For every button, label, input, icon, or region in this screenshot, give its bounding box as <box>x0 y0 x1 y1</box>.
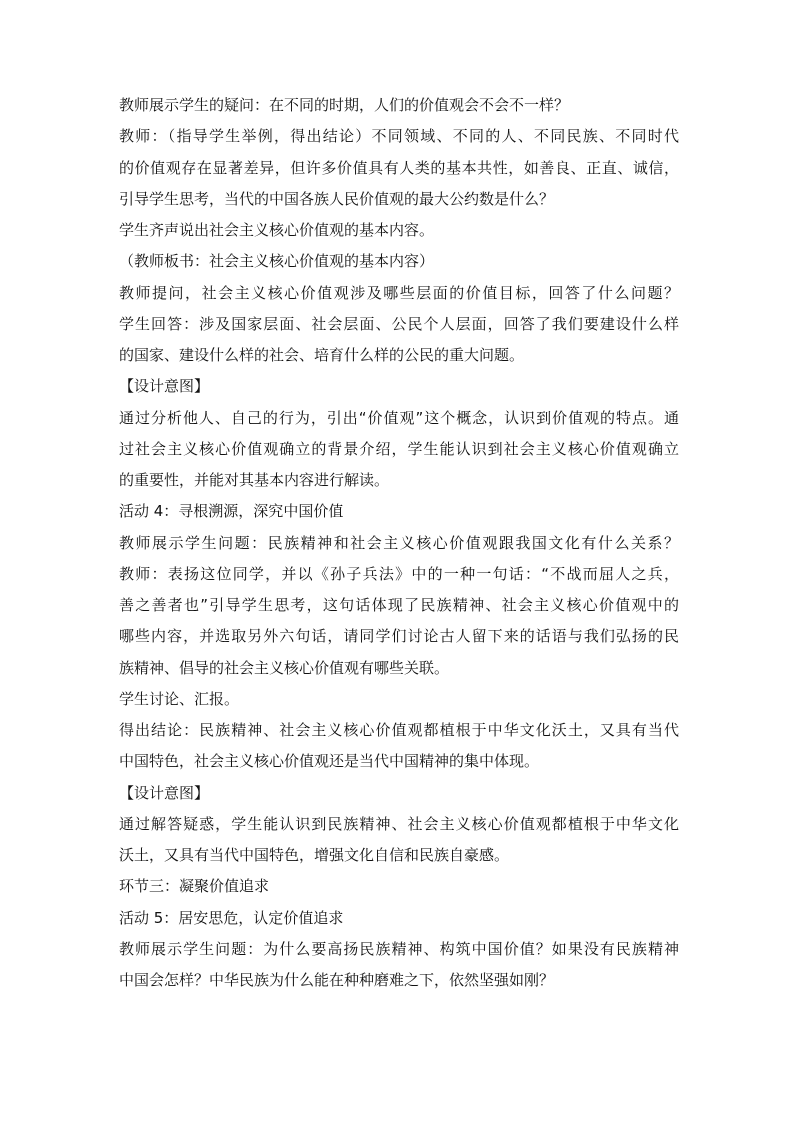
text-line: 中国会怎样？中华民族为什么能在种种磨难之下，依然坚强如刚？ <box>119 971 555 989</box>
text-line: 中国特色，社会主义核心价值观还是当代中国精神的集中体现。 <box>119 752 540 771</box>
text-line: 族精神、倡导的社会主义核心价值观有哪些关联。 <box>119 658 450 677</box>
text-line: 的价值观存在显著差异，但许多价值具有人类的基本共性，如善良、正直、诚信， <box>119 158 679 177</box>
text-line: 环节三：凝聚价值追求 <box>119 877 270 896</box>
text-line: 哪些内容，并选取另外六句话，请同学们讨论古人留下来的话语与我们弘扬的民 <box>119 627 679 646</box>
text-line: 的重要性，并能对其基本内容进行解读。 <box>119 471 390 489</box>
text-line: 教师展示学生的疑问：在不同的时期，人们的价值观会不会不一样？ <box>119 96 570 114</box>
text-line: 活动 5：居安思危，认定价值追求 <box>119 908 344 927</box>
text-line: 教师：（指导学生举例，得出结论）不同领域、不同的人、不同民族、不同时代 <box>119 127 679 146</box>
text-line: 沃土，又具有当代中国特色，增强文化自信和民族自豪感。 <box>119 846 510 864</box>
text-line: 得出结论：民族精神、社会主义核心价值观都植根于中华文化沃土，又具有当代 <box>119 721 679 739</box>
text-line: 教师：表扬这位同学，并以《孙子兵法》中的一种一句话：“不战而屈人之兵， <box>119 564 679 583</box>
text-line: 教师提问，社会主义核心价值观涉及哪些层面的价值目标，回答了什么问题？ <box>119 283 679 302</box>
text-line: 学生齐声说出社会主义核心价值观的基本内容。 <box>119 221 435 239</box>
text-line: 通过分析他人、自己的行为，引出“价值观”这个概念，认识到价值观的特点。通 <box>119 408 679 427</box>
text-line: 学生回答：涉及国家层面、社会层面、公民个人层面，回答了我们要建设什么样 <box>119 314 679 333</box>
text-line: 教师展示学生问题：民族精神和社会主义核心价值观跟我国文化有什么关系？ <box>119 533 679 552</box>
text-line: 【设计意图】 <box>119 377 210 396</box>
document-page <box>119 90 679 996</box>
text-line: 过社会主义核心价值观确立的背景介绍，学生能认识到社会主义核心价值观确立 <box>119 439 679 458</box>
text-line: 【设计意图】 <box>119 783 210 802</box>
text-line: （教师板书：社会主义核心价值观的基本内容） <box>119 252 435 271</box>
text-line: 教师展示学生问题：为什么要高扬民族精神、构筑中国价值？如果没有民族精神 <box>119 939 679 958</box>
text-line: 活动 4：寻根溯源，深究中国价值 <box>119 502 344 521</box>
text-line: 善之善者也”引导学生思考，这句话体现了民族精神、社会主义核心价值观中的 <box>119 596 679 614</box>
text-line: 的国家、建设什么样的社会、培育什么样的公民的重大问题。 <box>119 346 525 364</box>
text-line: 引导学生思考，当代的中国各族人民价值观的最大公约数是什么？ <box>119 189 555 208</box>
text-line: 通过解答疑惑，学生能认识到民族精神、社会主义核心价值观都植根于中华文化 <box>119 814 679 833</box>
text-line: 学生讨论、汇报。 <box>119 689 240 708</box>
